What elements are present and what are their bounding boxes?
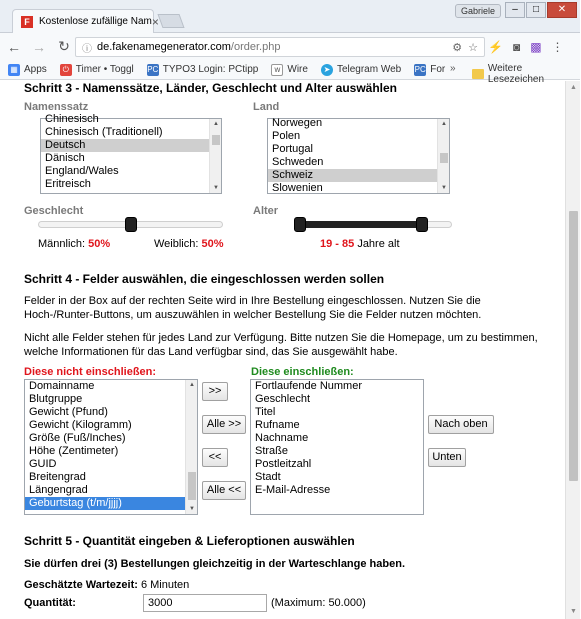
list-item[interactable]: GUID [29,458,57,470]
list-item[interactable]: Schweden [272,156,324,168]
apps-icon: ▦ [8,64,20,76]
gender-label: Geschlecht [24,205,84,217]
step4-heading: Schritt 4 - Felder auswählen, die eingeschlossen werden sollen [24,272,385,286]
extension-bolt-icon[interactable]: ⚡ [488,40,503,54]
step4-paragraph-1: Felder in der Box auf der rechten Seite wird in Ihre Bestellung eingeschlossen. Nutzen Sie die Hoch-/Runter-Buttons, um auszuwählen in welcher Bestellung Sie die Felder nutzen möchten. [24,295,482,321]
scroll-thumb[interactable] [188,472,196,500]
forward-arrow-icon[interactable]: → [32,38,46,55]
toggl-icon: ⏻ [60,64,72,76]
folder-icon [472,69,484,79]
list-item[interactable]: Chinesisch (Traditionell) [45,126,163,138]
telegram-icon: ➤ [321,64,333,76]
scroll-down-icon[interactable]: ▼ [189,506,195,512]
page-scroll-thumb[interactable] [569,211,578,481]
new-tab-button[interactable] [157,14,184,28]
profile-button[interactable]: Gabriele [455,4,501,18]
list-item[interactable]: Blutgruppe [29,393,83,405]
include-listbox[interactable] [250,379,424,515]
age-label: Alter [253,205,279,217]
list-item[interactable]: Deutsch [41,139,209,152]
remove-button[interactable]: << [202,448,228,467]
age-slider-range [300,221,422,228]
list-item[interactable]: Polen [272,130,301,142]
age-max-handle[interactable] [416,217,428,232]
queue-limit-text: Sie dürfen drei (3) Bestellungen gleichzeitig in der Warteschlange haben. [24,558,405,570]
url-path: /order.php [230,41,281,53]
menu-dots-icon[interactable]: ⋮ [551,40,564,54]
site-favicon-icon: F [21,16,33,28]
tab-title: Kostenlose zufällige Nam [39,16,152,27]
list-item[interactable]: Schweiz [268,169,437,182]
gender-male-value: 50% [88,238,111,250]
extension-color-icon[interactable]: ▩ [530,40,542,54]
minimize-button[interactable]: – [505,2,525,18]
list-item[interactable]: E-Mail-Adresse [255,484,331,496]
window-titlebar [0,0,580,33]
list-item[interactable]: Straße [255,445,289,457]
nameset-scrollbar[interactable] [209,119,221,193]
bookmark-wire[interactable]: w Wire [271,64,308,76]
list-item[interactable]: Titel [255,406,276,418]
list-item[interactable]: Breitengrad [29,471,86,483]
browser-tab[interactable] [12,9,159,33]
scroll-up-icon[interactable]: ▲ [189,382,195,388]
url-host: de.fakenamegenerator.com [97,41,231,53]
wait-time-label: Geschätzte Wartezeit: [24,579,138,591]
step5-heading: Schritt 5 - Quantität eingeben & Lieferoptionen auswählen [24,534,355,548]
exclude-label: Diese nicht einschließen: [24,366,157,378]
maximize-button[interactable]: □ [526,2,546,18]
list-item[interactable]: Stadt [255,471,281,483]
country-listbox[interactable] [267,118,450,194]
scroll-up-icon[interactable]: ▲ [213,121,219,127]
move-down-button[interactable]: Unten [428,448,466,467]
window-close-button[interactable]: ✕ [547,2,577,18]
bookmarks-more-icon[interactable]: » [450,63,456,74]
list-item[interactable]: Dänisch [45,152,85,164]
browser-toolbar [0,33,580,60]
list-item[interactable]: Chinesisch [45,113,99,125]
nameset-items [41,113,209,191]
country-label: Land [253,101,280,113]
scroll-up-icon[interactable]: ▲ [570,84,577,91]
pctipp-icon: PC [147,65,159,74]
age-min-handle[interactable] [294,217,306,232]
reload-icon[interactable]: ↻ [58,38,70,54]
quantity-label: Quantität: [24,597,76,609]
gender-male-label: Männlich: [38,238,86,250]
scroll-down-icon[interactable]: ▼ [441,185,447,191]
list-item[interactable]: Rufname [255,419,300,431]
gender-male-text [38,238,110,250]
country-items [268,117,437,195]
list-item[interactable]: Gewicht (Kilogramm) [29,419,132,431]
nameset-label: Namenssatz [24,101,89,113]
bookmark-telegram[interactable]: ➤ Telegram Web [321,64,401,76]
quantity-max-text: (Maximum: 50.000) [271,597,366,609]
bookmark-for[interactable]: PC For [414,64,446,75]
country-scrollbar[interactable] [437,119,449,193]
translate-icon[interactable]: ⚙ [452,41,463,54]
list-item[interactable]: England/Wales [45,165,119,177]
list-item[interactable]: Längengrad [29,484,88,496]
bookmark-star-icon[interactable]: ☆ [468,41,478,54]
list-item[interactable]: Geburtstag (t/m/jjjj) [25,497,185,510]
scroll-down-icon[interactable]: ▼ [570,608,577,615]
lock-icon: ⓘ [82,43,92,55]
pctipp-icon: PC [414,65,426,74]
gender-female-text [154,238,224,250]
bookmark-apps[interactable]: ▦ Apps [8,64,47,76]
list-item[interactable]: Postleitzahl [255,458,312,470]
step4-paragraph-2: Nicht alle Felder stehen für jedes Land zur Verfügung. Bitte nutzen Sie die Homepage, um zu bestimmen, welche Informationen für das Land verfügbar sind, das Sie ausgewählt habe. [24,332,538,358]
include-label: Diese einschließen: [251,366,354,378]
list-item[interactable]: Norwegen [272,117,323,129]
list-item[interactable]: Nachname [255,432,309,444]
gender-slider-handle[interactable] [125,217,137,232]
list-item[interactable]: Gewicht (Pfund) [29,406,108,418]
add-all-button[interactable]: Alle >> [202,415,246,434]
page-scrollbar[interactable] [565,81,580,619]
list-item[interactable]: Domainname [29,380,95,392]
add-button[interactable]: >> [202,382,228,401]
move-up-button[interactable]: Nach oben [428,415,494,434]
list-item[interactable]: Slowenien [272,182,323,194]
exclude-items [25,380,185,510]
list-item[interactable]: Portugal [272,143,313,155]
wait-time-row [24,579,189,591]
extension-pocket-icon[interactable]: ◙ [512,40,521,54]
exclude-listbox[interactable] [24,379,198,515]
wire-icon: w [271,64,283,76]
bookmarks-bar [0,60,580,85]
list-item[interactable]: Fortlaufende Nummer [255,380,362,392]
exclude-scrollbar[interactable] [185,380,197,514]
list-item[interactable]: Eritreisch [45,178,91,190]
age-range-value: 19 - 85 [320,238,355,250]
bookmark-toggl[interactable]: ⏻ Timer • Toggl [60,64,134,76]
scroll-up-icon[interactable]: ▲ [441,121,447,127]
age-suffix: Jahre alt [357,238,400,250]
gender-female-value: 50% [201,238,224,250]
list-item[interactable]: Größe (Fuß/Inches) [29,432,126,444]
scroll-down-icon[interactable]: ▼ [213,185,219,191]
age-range-text [320,238,400,250]
quantity-input[interactable] [143,594,267,612]
back-arrow-icon[interactable]: ← [7,38,21,55]
page-content [0,81,565,619]
scroll-thumb[interactable] [212,135,220,145]
bookmark-typo3[interactable]: PC TYPO3 Login: PCtipp [147,64,259,75]
list-item[interactable]: Höhe (Zentimeter) [29,445,119,457]
step3-heading: Schritt 3 - Namenssätze, Länder, Geschlecht und Alter auswählen [24,81,397,95]
scroll-thumb[interactable] [440,153,448,163]
gender-female-label: Weiblich: [154,238,199,250]
include-items [251,380,423,497]
wait-time-value: 6 Minuten [140,579,190,591]
tab-close-icon[interactable]: × [151,14,159,29]
remove-all-button[interactable]: Alle << [202,481,246,500]
address-bar[interactable] [75,37,485,57]
nameset-listbox[interactable] [40,113,222,194]
bookmarks-folder[interactable]: Weitere Lesezeichen [472,63,580,85]
list-item[interactable]: Geschlecht [255,393,311,405]
